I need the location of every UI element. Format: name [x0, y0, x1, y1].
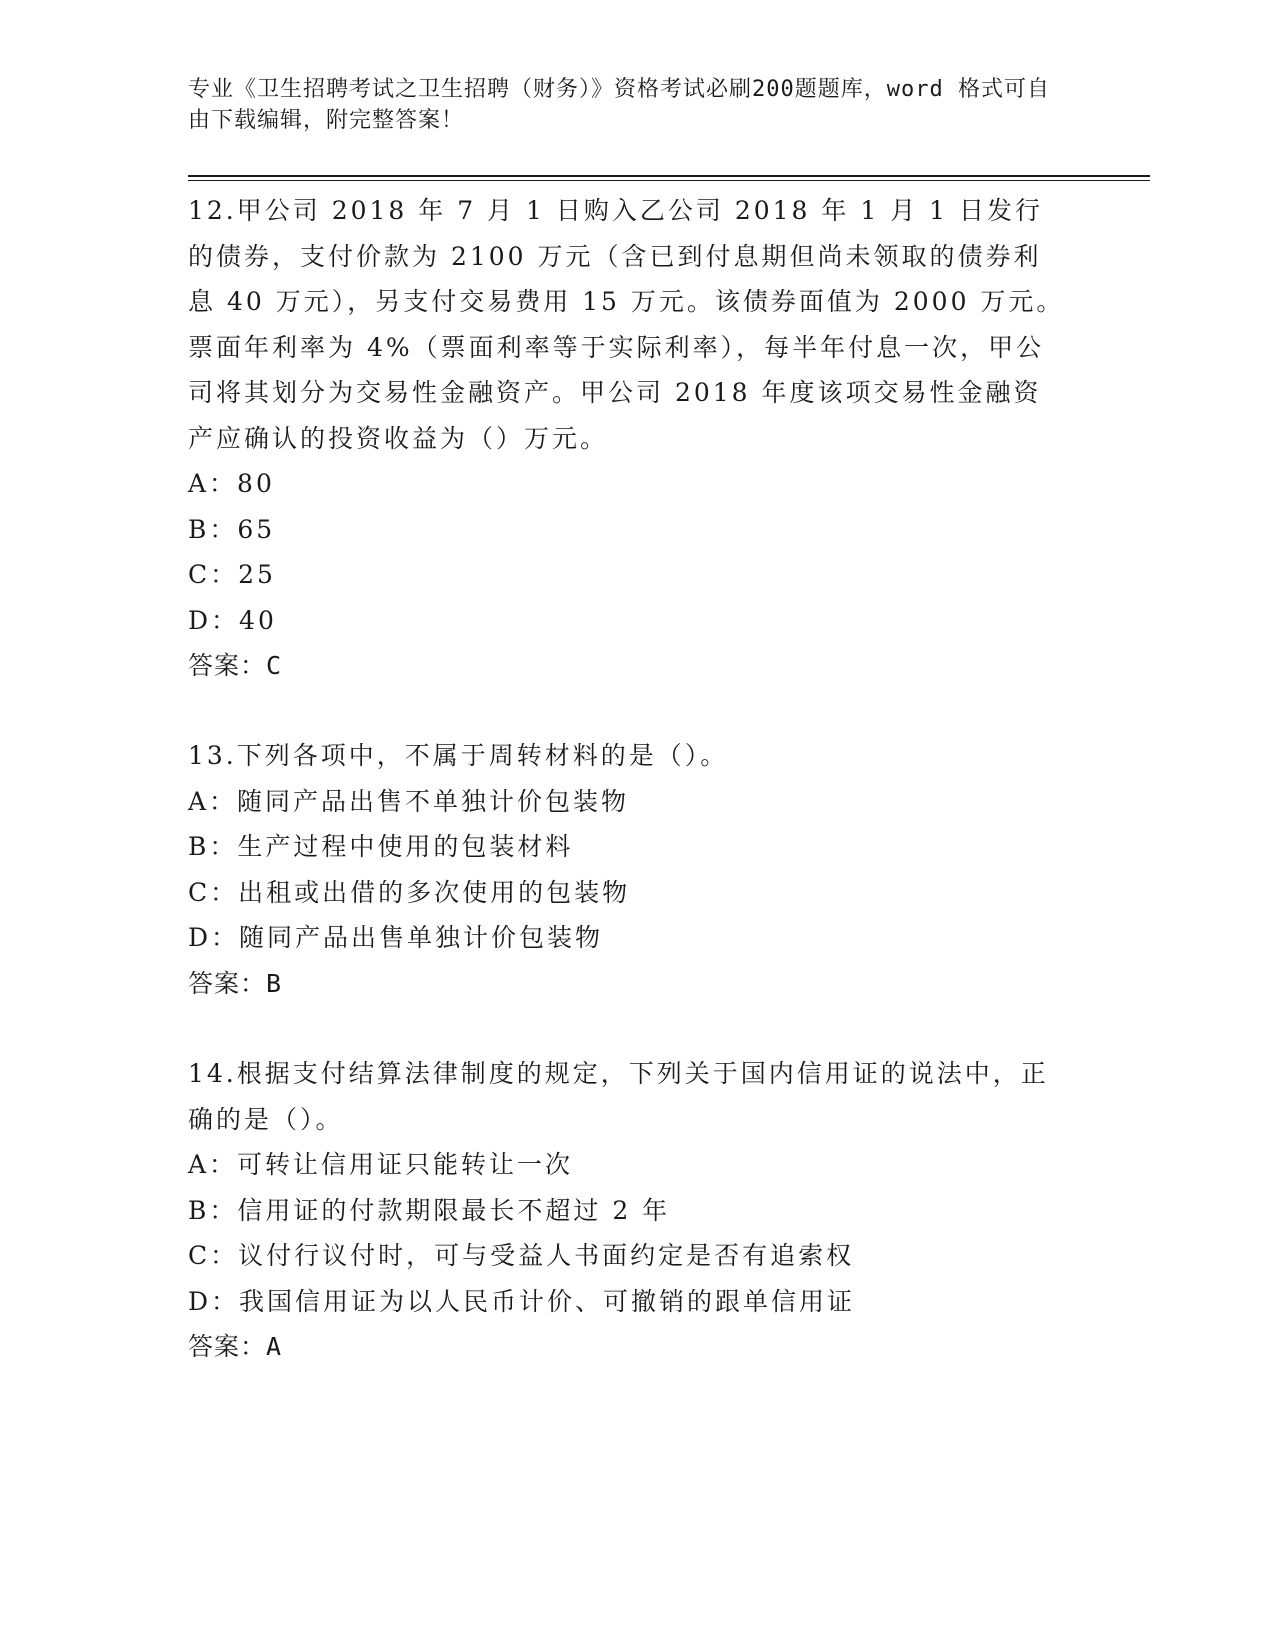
- option-c: C：出租或出借的多次使用的包装物: [188, 877, 631, 907]
- option-d: D：随同产品出售单独计价包装物: [188, 923, 604, 952]
- header-divider-thin: [188, 180, 1150, 181]
- answer: 答案：A: [188, 1332, 283, 1361]
- option-c: C：议付行议付时，可与受益人书面约定是否有追索权: [188, 1241, 855, 1270]
- question-block: [188, 733, 1068, 1006]
- option-b: B：信用证的付款期限最长不超过 2 年: [188, 1195, 671, 1225]
- question-block: [188, 1051, 1068, 1370]
- question-stem: 13.下列各项中，不属于周转材料的是（）。: [188, 741, 729, 770]
- answer: 答案：B: [188, 968, 283, 998]
- option-a: A：随同产品出售不单独计价包装物: [188, 786, 630, 816]
- option-b: B：生产过程中使用的包装材料: [188, 832, 574, 861]
- header-divider-thick: [188, 175, 1150, 177]
- option-d: D：40: [188, 605, 277, 635]
- option-c: C：25: [188, 560, 276, 589]
- answer: 答案：C: [188, 651, 283, 680]
- option-b: B：65: [188, 514, 276, 544]
- document-header: 专业《卫生招聘考试之卫生招聘（财务）》资格考试必刷200题题库，word 格式可自由下载编辑，附完整答案！: [188, 77, 1050, 133]
- question-stem: 14.根据支付结算法律制度的规定，下列关于国内信用证的说法中，正确的是（）。: [188, 1059, 1049, 1134]
- option-d: D：我国信用证为以人民币计价、可撤销的跟单信用证: [188, 1286, 856, 1316]
- option-a: A：可转让信用证只能转让一次: [188, 1150, 574, 1179]
- question-block: [188, 188, 1068, 689]
- option-a: A：80: [188, 469, 275, 498]
- question-stem: 12.甲公司 2018 年 7 月 1 日购入乙公司 2018 年 1 月 1 日发行的债券，支付价款为 2100 万元（含已到付息期但尚未领取的债券利息 40 万元），另支付交易费用 15 万元。该债券面值为 2000 万元。票面年利率为 4%（票面利率等于实际利率），每半年付息一次，甲公司将其划分为交易性金融资产。甲公司 2018 年度该项交易性金融资产应确认的投资收益为（）万元。: [188, 196, 1065, 453]
